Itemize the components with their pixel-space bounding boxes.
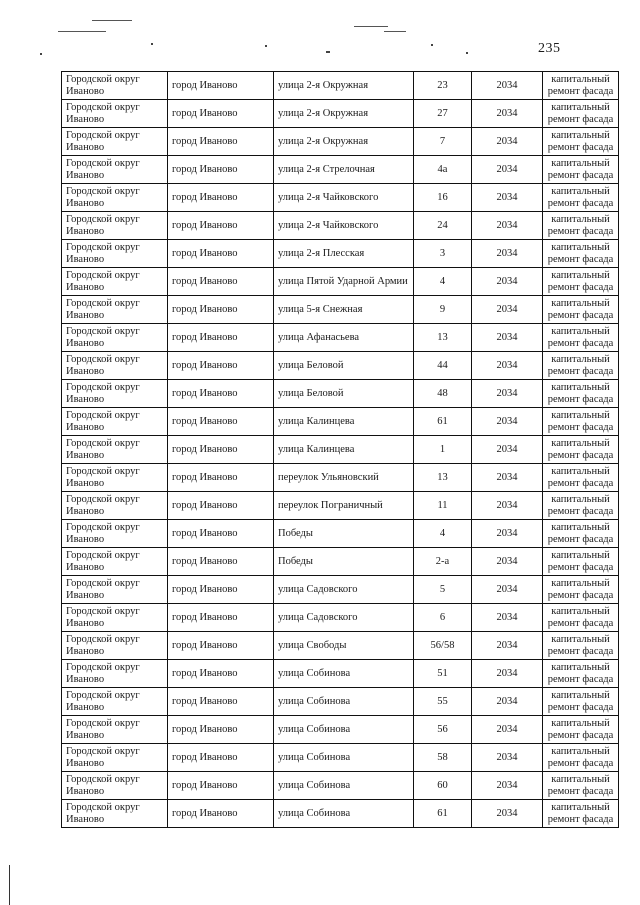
work-type-cell: капитальный ремонт фасада <box>543 800 619 828</box>
district-cell: Городской округ Иваново <box>62 492 168 520</box>
street-cell: улица 2-я Окружная <box>274 100 414 128</box>
year-cell: 2034 <box>472 352 543 380</box>
city-cell: город Иваново <box>168 100 274 128</box>
table-row <box>62 128 619 156</box>
street-cell: улица Беловой <box>274 380 414 408</box>
street-cell: улица Беловой <box>274 352 414 380</box>
registry-table <box>61 71 619 828</box>
house-number-cell: 51 <box>414 660 472 688</box>
work-type-cell: капитальный ремонт фасада <box>543 716 619 744</box>
city-cell: город Иваново <box>168 72 274 100</box>
district-cell: Городской округ Иваново <box>62 660 168 688</box>
work-type-cell: капитальный ремонт фасада <box>543 688 619 716</box>
district-cell: Городской округ Иваново <box>62 772 168 800</box>
house-number-cell: 48 <box>414 380 472 408</box>
work-type-cell: капитальный ремонт фасада <box>543 128 619 156</box>
scan-dot <box>431 44 433 46</box>
district-cell: Городской округ Иваново <box>62 436 168 464</box>
year-cell: 2034 <box>472 548 543 576</box>
work-type-cell: капитальный ремонт фасада <box>543 184 619 212</box>
year-cell: 2034 <box>472 492 543 520</box>
city-cell: город Иваново <box>168 604 274 632</box>
city-cell: город Иваново <box>168 296 274 324</box>
table-row <box>62 772 619 800</box>
year-cell: 2034 <box>472 436 543 464</box>
work-type-cell: капитальный ремонт фасада <box>543 604 619 632</box>
house-number-cell: 13 <box>414 324 472 352</box>
city-cell: город Иваново <box>168 240 274 268</box>
city-cell: город Иваново <box>168 156 274 184</box>
house-number-cell: 61 <box>414 800 472 828</box>
house-number-cell: 61 <box>414 408 472 436</box>
house-number-cell: 5 <box>414 576 472 604</box>
table-row <box>62 492 619 520</box>
city-cell: город Иваново <box>168 380 274 408</box>
table-row <box>62 632 619 660</box>
city-cell: город Иваново <box>168 716 274 744</box>
table-row <box>62 324 619 352</box>
house-number-cell: 56 <box>414 716 472 744</box>
work-type-cell: капитальный ремонт фасада <box>543 744 619 772</box>
street-cell: улица 2-я Плесская <box>274 240 414 268</box>
district-cell: Городской округ Иваново <box>62 604 168 632</box>
scan-dot <box>151 43 153 45</box>
street-cell: улица Пятой Ударной Армии <box>274 268 414 296</box>
house-number-cell: 4 <box>414 268 472 296</box>
district-cell: Городской округ Иваново <box>62 72 168 100</box>
table-row <box>62 604 619 632</box>
work-type-cell: капитальный ремонт фасада <box>543 464 619 492</box>
city-cell: город Иваново <box>168 688 274 716</box>
house-number-cell: 4а <box>414 156 472 184</box>
work-type-cell: капитальный ремонт фасада <box>543 100 619 128</box>
registry-table-body <box>62 72 619 828</box>
table-row <box>62 520 619 548</box>
city-cell: город Иваново <box>168 436 274 464</box>
year-cell: 2034 <box>472 156 543 184</box>
work-type-cell: капитальный ремонт фасада <box>543 520 619 548</box>
city-cell: город Иваново <box>168 660 274 688</box>
house-number-cell: 24 <box>414 212 472 240</box>
scan-dot <box>466 52 468 54</box>
city-cell: город Иваново <box>168 548 274 576</box>
table-row <box>62 408 619 436</box>
street-cell: Победы <box>274 548 414 576</box>
year-cell: 2034 <box>472 632 543 660</box>
district-cell: Городской округ Иваново <box>62 324 168 352</box>
table-row <box>62 72 619 100</box>
house-number-cell: 58 <box>414 744 472 772</box>
city-cell: город Иваново <box>168 184 274 212</box>
district-cell: Городской округ Иваново <box>62 744 168 772</box>
year-cell: 2034 <box>472 576 543 604</box>
table-row <box>62 100 619 128</box>
year-cell: 2034 <box>472 268 543 296</box>
house-number-cell: 1 <box>414 436 472 464</box>
city-cell: город Иваново <box>168 800 274 828</box>
scan-dot <box>265 45 267 47</box>
district-cell: Городской округ Иваново <box>62 520 168 548</box>
city-cell: город Иваново <box>168 632 274 660</box>
work-type-cell: капитальный ремонт фасада <box>543 296 619 324</box>
work-type-cell: капитальный ремонт фасада <box>543 548 619 576</box>
table-row <box>62 268 619 296</box>
street-cell: Победы <box>274 520 414 548</box>
city-cell: город Иваново <box>168 324 274 352</box>
house-number-cell: 2-а <box>414 548 472 576</box>
work-type-cell: капитальный ремонт фасада <box>543 772 619 800</box>
year-cell: 2034 <box>472 380 543 408</box>
street-cell: улица Садовского <box>274 604 414 632</box>
work-type-cell: капитальный ремонт фасада <box>543 72 619 100</box>
city-cell: город Иваново <box>168 212 274 240</box>
year-cell: 2034 <box>472 688 543 716</box>
street-cell: улица Садовского <box>274 576 414 604</box>
table-row <box>62 240 619 268</box>
district-cell: Городской округ Иваново <box>62 156 168 184</box>
city-cell: город Иваново <box>168 744 274 772</box>
district-cell: Городской округ Иваново <box>62 212 168 240</box>
year-cell: 2034 <box>472 324 543 352</box>
house-number-cell: 11 <box>414 492 472 520</box>
street-cell: улица 2-я Чайковского <box>274 212 414 240</box>
work-type-cell: капитальный ремонт фасада <box>543 436 619 464</box>
district-cell: Городской округ Иваново <box>62 408 168 436</box>
house-number-cell: 4 <box>414 520 472 548</box>
house-number-cell: 9 <box>414 296 472 324</box>
district-cell: Городской округ Иваново <box>62 464 168 492</box>
city-cell: город Иваново <box>168 268 274 296</box>
work-type-cell: капитальный ремонт фасада <box>543 212 619 240</box>
table-row <box>62 212 619 240</box>
street-cell: улица Собинова <box>274 772 414 800</box>
year-cell: 2034 <box>472 240 543 268</box>
street-cell: улица Собинова <box>274 688 414 716</box>
scan-mark <box>58 31 106 32</box>
work-type-cell: капитальный ремонт фасада <box>543 408 619 436</box>
house-number-cell: 7 <box>414 128 472 156</box>
table-row <box>62 716 619 744</box>
table-row <box>62 576 619 604</box>
district-cell: Городской округ Иваново <box>62 576 168 604</box>
city-cell: город Иваново <box>168 576 274 604</box>
city-cell: город Иваново <box>168 772 274 800</box>
street-cell: улица 5-я Снежная <box>274 296 414 324</box>
year-cell: 2034 <box>472 72 543 100</box>
city-cell: город Иваново <box>168 464 274 492</box>
street-cell: улица Собинова <box>274 660 414 688</box>
table-row <box>62 184 619 212</box>
street-cell: улица 2-я Окружная <box>274 72 414 100</box>
house-number-cell: 55 <box>414 688 472 716</box>
work-type-cell: капитальный ремонт фасада <box>543 268 619 296</box>
scan-mark <box>384 31 406 32</box>
year-cell: 2034 <box>472 128 543 156</box>
street-cell: улица Свободы <box>274 632 414 660</box>
table-row <box>62 464 619 492</box>
city-cell: город Иваново <box>168 492 274 520</box>
city-cell: город Иваново <box>168 352 274 380</box>
street-cell: улица Калинцева <box>274 436 414 464</box>
year-cell: 2034 <box>472 408 543 436</box>
house-number-cell: 6 <box>414 604 472 632</box>
table-row <box>62 352 619 380</box>
street-cell: улица 2-я Чайковского <box>274 184 414 212</box>
house-number-cell: 27 <box>414 100 472 128</box>
work-type-cell: капитальный ремонт фасада <box>543 240 619 268</box>
house-number-cell: 56/58 <box>414 632 472 660</box>
work-type-cell: капитальный ремонт фасада <box>543 352 619 380</box>
house-number-cell: 3 <box>414 240 472 268</box>
district-cell: Городской округ Иваново <box>62 688 168 716</box>
work-type-cell: капитальный ремонт фасада <box>543 576 619 604</box>
work-type-cell: капитальный ремонт фасада <box>543 156 619 184</box>
street-cell: улица 2-я Окружная <box>274 128 414 156</box>
table-row <box>62 380 619 408</box>
table-row <box>62 688 619 716</box>
table-row <box>62 660 619 688</box>
street-cell: улица 2-я Стрелочная <box>274 156 414 184</box>
table-row <box>62 548 619 576</box>
year-cell: 2034 <box>472 744 543 772</box>
district-cell: Городской округ Иваново <box>62 716 168 744</box>
year-cell: 2034 <box>472 660 543 688</box>
district-cell: Городской округ Иваново <box>62 548 168 576</box>
scan-dot <box>326 51 330 53</box>
scan-edge-line <box>9 865 10 905</box>
house-number-cell: 13 <box>414 464 472 492</box>
house-number-cell: 16 <box>414 184 472 212</box>
district-cell: Городской округ Иваново <box>62 268 168 296</box>
work-type-cell: капитальный ремонт фасада <box>543 632 619 660</box>
year-cell: 2034 <box>472 716 543 744</box>
district-cell: Городской округ Иваново <box>62 380 168 408</box>
district-cell: Городской округ Иваново <box>62 100 168 128</box>
district-cell: Городской округ Иваново <box>62 240 168 268</box>
year-cell: 2034 <box>472 604 543 632</box>
table-row <box>62 436 619 464</box>
street-cell: улица Калинцева <box>274 408 414 436</box>
street-cell: улица Собинова <box>274 744 414 772</box>
district-cell: Городской округ Иваново <box>62 352 168 380</box>
city-cell: город Иваново <box>168 408 274 436</box>
scan-mark <box>354 26 388 27</box>
table-row <box>62 744 619 772</box>
year-cell: 2034 <box>472 296 543 324</box>
table-row <box>62 800 619 828</box>
work-type-cell: капитальный ремонт фасада <box>543 380 619 408</box>
house-number-cell: 60 <box>414 772 472 800</box>
page-number: 235 <box>538 41 561 56</box>
work-type-cell: капитальный ремонт фасада <box>543 660 619 688</box>
scan-dot <box>40 53 42 55</box>
scan-mark <box>92 20 132 21</box>
year-cell: 2034 <box>472 184 543 212</box>
street-cell: улица Собинова <box>274 716 414 744</box>
year-cell: 2034 <box>472 520 543 548</box>
district-cell: Городской округ Иваново <box>62 128 168 156</box>
street-cell: улица Собинова <box>274 800 414 828</box>
year-cell: 2034 <box>472 212 543 240</box>
district-cell: Городской округ Иваново <box>62 296 168 324</box>
year-cell: 2034 <box>472 800 543 828</box>
street-cell: переулок Ульяновский <box>274 464 414 492</box>
district-cell: Городской округ Иваново <box>62 800 168 828</box>
house-number-cell: 44 <box>414 352 472 380</box>
street-cell: улица Афанасьева <box>274 324 414 352</box>
street-cell: переулок Пограничный <box>274 492 414 520</box>
district-cell: Городской округ Иваново <box>62 184 168 212</box>
year-cell: 2034 <box>472 772 543 800</box>
district-cell: Городской округ Иваново <box>62 632 168 660</box>
table-row <box>62 296 619 324</box>
table-row <box>62 156 619 184</box>
year-cell: 2034 <box>472 100 543 128</box>
house-number-cell: 23 <box>414 72 472 100</box>
year-cell: 2034 <box>472 464 543 492</box>
city-cell: город Иваново <box>168 520 274 548</box>
city-cell: город Иваново <box>168 128 274 156</box>
work-type-cell: капитальный ремонт фасада <box>543 492 619 520</box>
work-type-cell: капитальный ремонт фасада <box>543 324 619 352</box>
